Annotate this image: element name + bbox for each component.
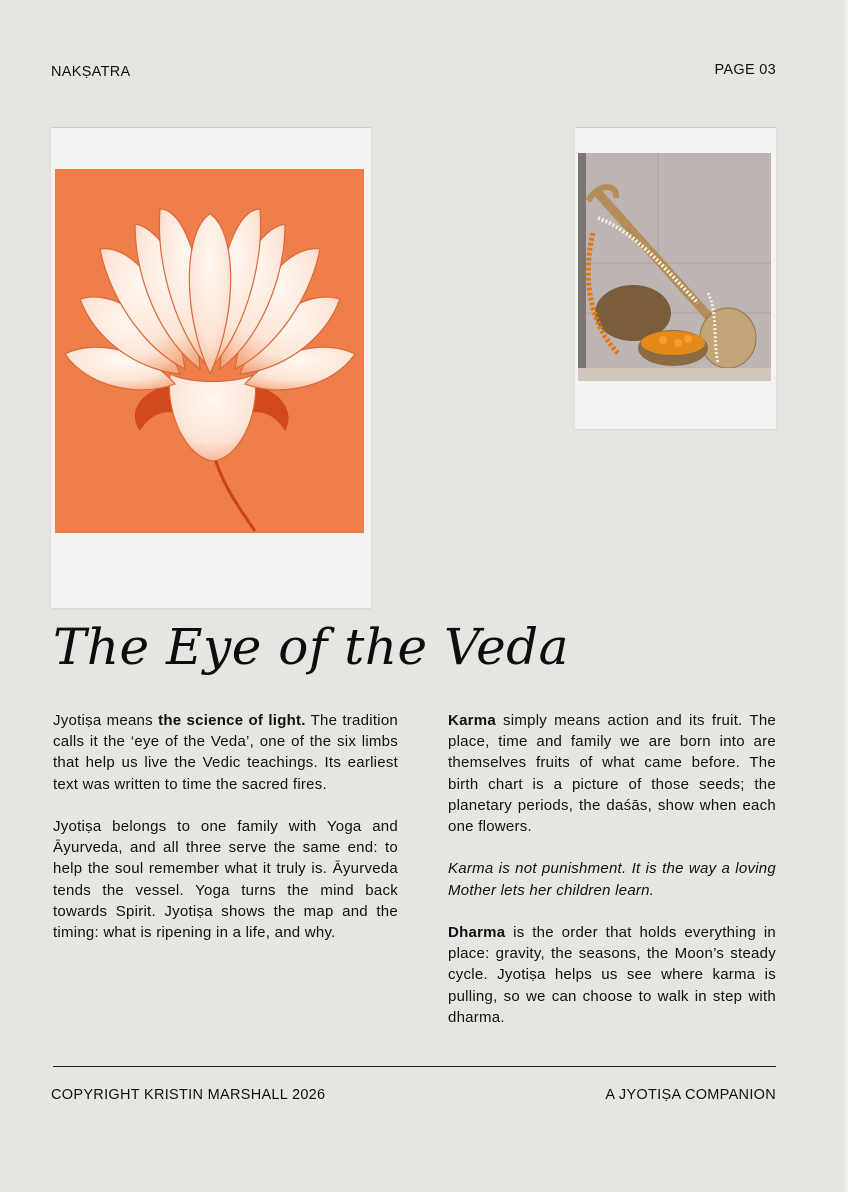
footer-divider xyxy=(53,1066,776,1067)
lotus-photo-frame xyxy=(51,127,371,608)
header-page-number: PAGE 03 xyxy=(714,62,776,78)
right-paragraph-1: Karma simply means action and its fruit. The place, time and family we are born into are themselves fruits of what came before. The birth chart is a picture of those seeds; the planetary periods, the daśās, show when each one flowers. xyxy=(448,712,776,836)
right-column xyxy=(448,710,776,1049)
footer-copyright: COPYRIGHT KRISTIN MARSHALL 2026 xyxy=(51,1087,326,1103)
left-paragraph-1: Jyotiṣa means the science of light. The tradition calls it the ‘eye of the Veda’, one of the six limbs that help us live the Vedic teachings. Its earliest text was written to time the sacred fires. xyxy=(53,712,399,793)
footer-companion: A JYOTIṢA COMPANION xyxy=(605,1087,776,1103)
left-column xyxy=(53,710,398,964)
right-paragraph-3: Dharma is the order that holds everything in place: gravity, the seasons, the Moon’s steady cycle. Jyotiṣa helps us see where karma is pulling, so we can choose to walk in step with dharma. xyxy=(448,924,776,1026)
left-paragraph-2: Jyotiṣa belongs to one family with Yoga and Āyurveda, and all three serve the same end: to help the soul remember what it truly is. Āyurveda tends the vessel. Yoga turns the mind back towards Spirit. Jyotiṣa shows the map and the timing: what is ripening in a life, and why. xyxy=(53,818,398,942)
veena-photo xyxy=(578,153,771,381)
lotus-icon xyxy=(55,169,364,533)
right-paragraph-2: Karma is not punishment. It is the way a loving Mother lets her children learn. xyxy=(448,860,776,899)
lotus-illustration xyxy=(55,169,364,533)
page-edge xyxy=(842,0,848,1192)
veena-icon xyxy=(578,153,771,381)
header-section-name: NAKṢATRA xyxy=(51,64,131,80)
page-title: The Eye of the Veda xyxy=(53,618,569,676)
veena-photo-frame xyxy=(575,127,776,429)
